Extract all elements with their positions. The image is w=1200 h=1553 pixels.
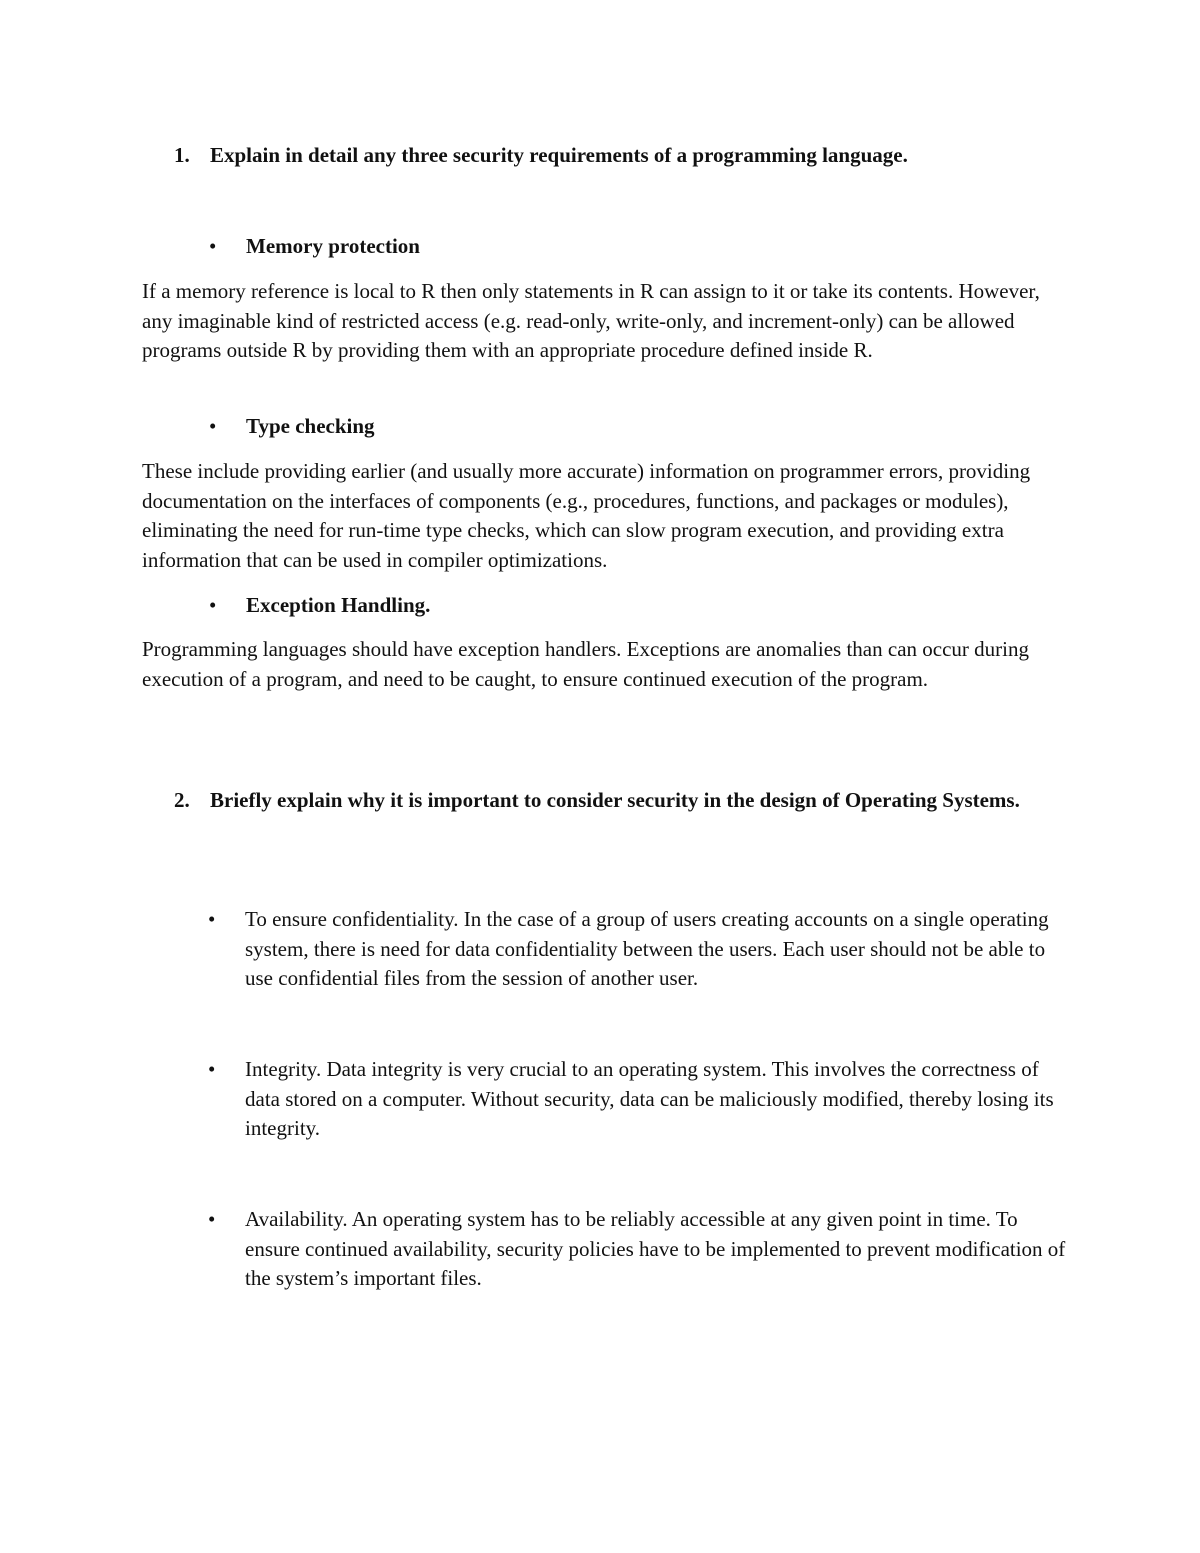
section-body-type-checking: These include providing earlier (and usually more accurate) information on programmer errors, providing documentation on the interfaces of components (e.g., procedures, functions, and packages or modules), eliminating the need for run-time type checks, which can slow program execution, and providing extra information that can be used in compiler optimizations. — [142, 459, 1031, 572]
list-item-integrity — [208, 1055, 1075, 1144]
bullet-icon: • — [208, 1057, 216, 1081]
bullet-icon: • — [208, 907, 216, 931]
question-1-heading — [174, 141, 1074, 171]
question-2-text: Briefly explain why it is important to consider security in the design of Operating Systems. — [210, 788, 1020, 812]
section-body-memory-protection: If a memory reference is local to R then only statements in R can assign to it or take its contents. However, any imaginable kind of restricted access (e.g. read-only, write-only, and increment-only) can be allowed programs outside R by providing them with an appropriate procedure defined inside R. — [142, 279, 1040, 362]
list-item-confidentiality — [208, 905, 1075, 994]
section-heading-type-checking — [209, 412, 375, 441]
section-heading-text: Exception Handling. — [246, 593, 431, 617]
bullet-icon: • — [209, 414, 217, 438]
section-heading-memory-protection — [209, 232, 420, 261]
bullet-icon: • — [209, 593, 217, 617]
list-item-text: Integrity. Data integrity is very crucial to an operating system. This involves the correctness of data stored on a computer. Without security, data can be maliciously modified, thereby losing its integrity. — [245, 1057, 1054, 1140]
section-body-exception-handling: Programming languages should have exception handlers. Exceptions are anomalies than can occur during execution of a program, and need to be caught, to ensure continued execution of the program. — [142, 637, 1029, 691]
question-1-text: Explain in detail any three security requirements of a programming language. — [210, 143, 908, 167]
question-2-heading — [174, 786, 1074, 846]
bullet-icon: • — [209, 234, 217, 258]
section-heading-exception-handling — [209, 591, 431, 620]
list-item-availability — [208, 1205, 1075, 1294]
question-2-number: 2. — [174, 788, 190, 812]
section-heading-text: Type checking — [246, 414, 375, 438]
section-heading-text: Memory protection — [246, 234, 420, 258]
list-item-text: To ensure confidentiality. In the case of a group of users creating accounts on a single operating system, there is need for data confidentiality between the users. Each user should not be able to use confidential files from the session of another user. — [245, 907, 1049, 990]
question-1-number: 1. — [174, 143, 190, 167]
list-item-text: Availability. An operating system has to be reliably accessible at any given point in time. To ensure continued availability, security policies have to be implemented to prevent modification of the system’s important files. — [245, 1207, 1066, 1290]
bullet-icon: • — [208, 1207, 216, 1231]
